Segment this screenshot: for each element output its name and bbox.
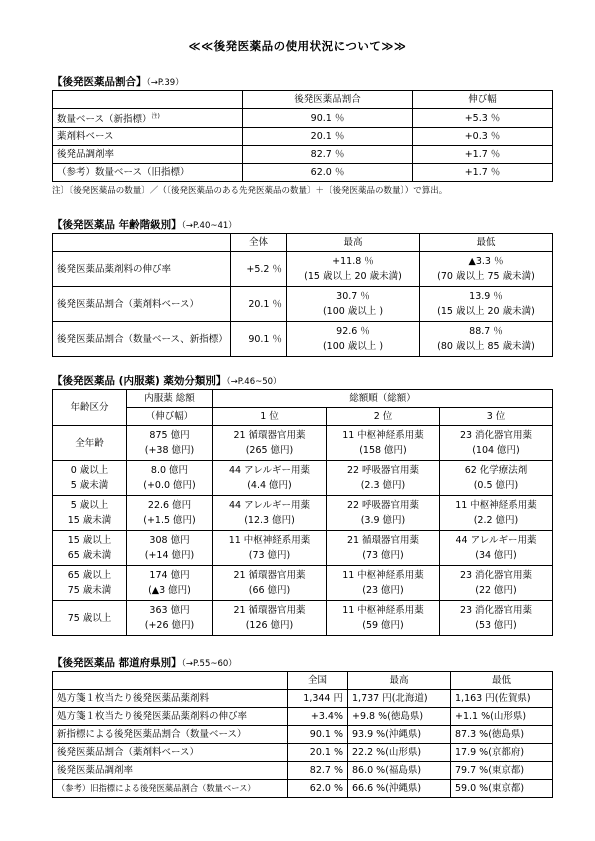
header-blank (53, 234, 231, 252)
age-cell: 全年齢 (53, 426, 127, 461)
max-cell: 86.0 %(福島県) (348, 762, 451, 780)
max-cell: 93.9 %(沖縄県) (348, 726, 451, 744)
table-row (53, 322, 553, 357)
page-title: ≪≪後発医薬品の使用状況について≫≫ (188, 39, 407, 53)
row-label: 処方箋１枚当たり後発医薬品薬剤料 (53, 690, 288, 708)
max-cell: 1,737 円(北海道) (348, 690, 451, 708)
rank1-cell: 21 循環器官用薬 (126 億円) (213, 601, 327, 636)
row-label: 後発医薬品割合（数量ベース、新指標） (53, 322, 231, 357)
rank1-cell: 21 循環器官用薬 (66 億円) (213, 566, 327, 601)
section-prefecture (52, 656, 552, 798)
rank1-cell: 21 循環器官用薬 (265 億円) (213, 426, 327, 461)
row-label: 数量ベース（新指標）$^{注)}$ (53, 109, 243, 128)
delta-cell: +1.7 ％ (413, 164, 553, 182)
overall-cell: +5.2 ％ (231, 252, 287, 287)
min-cell: 1,163 円(佐賀県) (451, 690, 553, 708)
national-cell: +3.4% (288, 708, 348, 726)
header-cell: 伸び幅 (413, 91, 553, 109)
rank1-cell: 11 中枢神経系用薬 (73 億円) (213, 531, 327, 566)
table-row (53, 690, 553, 708)
rank2-cell: 21 循環器官用薬 (73 億円) (327, 531, 440, 566)
table-row (53, 601, 553, 636)
max-cell: 92.6 ％ (100 歳以上 ) (287, 322, 420, 357)
row-label: （参考）旧指標による後発医薬品割合（数量ベース） (53, 780, 288, 798)
rank3-cell: 23 消化器官用薬 (53 億円) (440, 601, 553, 636)
max-cell: +9.8 %(徳島県) (348, 708, 451, 726)
table-header-row (53, 390, 553, 408)
delta-cell: +1.7 ％ (413, 146, 553, 164)
age-cell: 65 歳以上 75 歳未満 (53, 566, 127, 601)
section-heading (52, 374, 552, 389)
table-row (53, 566, 553, 601)
header-rank-2: 2 位 (327, 408, 440, 426)
rank2-cell: 11 中枢神経系用薬 (158 億円) (327, 426, 440, 461)
header-rank: 総額順（総額） (213, 390, 553, 408)
table-row (53, 426, 553, 461)
section-heading-text: 【後発医薬品 都道府県別】 (52, 657, 182, 669)
row-label: 後発医薬品割合（薬剤料ベース） (53, 287, 231, 322)
header-total: 内服薬 総額 (127, 390, 213, 408)
table-row (53, 109, 553, 128)
section-heading-text: 【後発医薬品 年齢階級別】 (52, 219, 182, 231)
max-cell: 22.2 %(山形県) (348, 744, 451, 762)
row-label: 後発医薬品調剤率 (53, 762, 288, 780)
table-header-row (53, 672, 553, 690)
min-cell: 79.7 %(東京都) (451, 762, 553, 780)
row-label: 後発医薬品薬剤料の伸び率 (53, 252, 231, 287)
row-label: 後発品調剤率 (53, 146, 243, 164)
table-row (53, 496, 553, 531)
page-reference: （→P.39） (146, 78, 184, 88)
max-cell: +11.8 ％ (15 歳以上 20 歳未満) (287, 252, 420, 287)
rank3-cell: 23 消化器官用薬 (22 億円) (440, 566, 553, 601)
total-cell: 174 億円 (▲3 億円) (127, 566, 213, 601)
rank3-cell: 23 消化器官用薬 (104 億円) (440, 426, 553, 461)
table-header-row (53, 234, 553, 252)
header-total-sub: （伸び幅） (127, 408, 213, 426)
row-label: （参考）数量ベース（旧指標） (53, 164, 243, 182)
min-cell: 87.3 %(徳島県) (451, 726, 553, 744)
table-row (53, 287, 553, 322)
total-cell: 363 億円 (+26 億円) (127, 601, 213, 636)
section-heading-text: 【後発医薬品 (内服薬) 薬効分類別】 (52, 375, 227, 387)
table-row (53, 146, 553, 164)
rank2-cell: 22 呼吸器官用薬 (2.3 億円) (327, 461, 440, 496)
table-row (53, 128, 553, 146)
min-cell: 13.9 ％ (15 歳以上 20 歳未満) (420, 287, 553, 322)
header-rank-3: 3 位 (440, 408, 553, 426)
age-cell: 0 歳以上 5 歳未満 (53, 461, 127, 496)
section-heading (52, 75, 552, 90)
section-therapeutic-class (52, 374, 552, 636)
value-cell: 90.1 ％ (243, 109, 413, 128)
header-age: 年齢区分 (53, 390, 127, 426)
row-label: 新指標による後発医薬品割合（数量ベース） (53, 726, 288, 744)
table-row (53, 461, 553, 496)
value-cell: 20.1 ％ (243, 128, 413, 146)
generic-ratio-table (52, 90, 553, 182)
national-cell: 62.0 % (288, 780, 348, 798)
table-row (53, 252, 553, 287)
value-cell: 62.0 ％ (243, 164, 413, 182)
footnote-mark: 注) (151, 113, 160, 120)
age-cell: 75 歳以上 (53, 601, 127, 636)
national-cell: 20.1 % (288, 744, 348, 762)
section-heading-text: 【後発医薬品割合】 (52, 76, 147, 88)
national-cell: 90.1 % (288, 726, 348, 744)
rank1-cell: 44 アレルギー用薬 (4.4 億円) (213, 461, 327, 496)
footnote: 注〕〔後発医薬品の数量〕／（〔後発医薬品のある先発医薬品の数量〕＋〔後発医薬品の数量〕）で算出。 (52, 186, 448, 197)
rank2-cell: 11 中枢神経系用薬 (23 億円) (327, 566, 440, 601)
delta-cell: +5.3 ％ (413, 109, 553, 128)
section-heading (52, 218, 552, 233)
national-cell: 82.7 % (288, 762, 348, 780)
section-age-group (52, 218, 552, 357)
table-header-row (53, 408, 553, 426)
rank3-cell: 62 化学療法剤 (0.5 億円) (440, 461, 553, 496)
rank3-cell: 11 中枢神経系用薬 (2.2 億円) (440, 496, 553, 531)
section-generic-ratio (52, 75, 552, 198)
table-header-row (53, 91, 553, 109)
header-blank (53, 91, 243, 109)
header-cell: 最高 (287, 234, 420, 252)
overall-cell: 20.1 ％ (231, 287, 287, 322)
header-cell: 最低 (420, 234, 553, 252)
value-cell: 82.7 ％ (243, 146, 413, 164)
total-cell: 8.0 億円 (+0.0 億円) (127, 461, 213, 496)
header-cell: 最高 (348, 672, 451, 690)
min-cell: 17.9 %(京都府) (451, 744, 553, 762)
delta-cell: +0.3 ％ (413, 128, 553, 146)
max-cell: 30.7 ％ (100 歳以上 ) (287, 287, 420, 322)
min-cell: 59.0 %(東京都) (451, 780, 553, 798)
age-group-table (52, 233, 553, 357)
age-cell: 15 歳以上 65 歳未満 (53, 531, 127, 566)
table-row (53, 762, 553, 780)
header-cell: 全国 (288, 672, 348, 690)
section-heading (52, 656, 552, 671)
page-reference: （→P.40~41） (181, 221, 237, 231)
table-row (53, 531, 553, 566)
page-reference: （→P.46~50） (226, 377, 282, 387)
table-row (53, 744, 553, 762)
table-row (53, 708, 553, 726)
total-cell: 875 億円 (+38 億円) (127, 426, 213, 461)
table-row (53, 164, 553, 182)
min-cell: +1.1 %(山形県) (451, 708, 553, 726)
total-cell: 308 億円 (+14 億円) (127, 531, 213, 566)
min-cell: 88.7 ％ (80 歳以上 85 歳未満) (420, 322, 553, 357)
rank2-cell: 11 中枢神経系用薬 (59 億円) (327, 601, 440, 636)
max-cell: 66.6 %(沖縄県) (348, 780, 451, 798)
page-reference: （→P.55~60） (181, 659, 237, 669)
rank2-cell: 22 呼吸器官用薬 (3.9 億円) (327, 496, 440, 531)
header-cell: 最低 (451, 672, 553, 690)
therapeutic-class-table (52, 389, 553, 636)
header-cell: 後発医薬品割合 (243, 91, 413, 109)
row-label: 薬剤料ベース (53, 128, 243, 146)
table-row (53, 780, 553, 798)
min-cell: ▲3.3 ％ (70 歳以上 75 歳未満) (420, 252, 553, 287)
total-cell: 22.6 億円 (+1.5 億円) (127, 496, 213, 531)
row-label: 処方箋１枚当たり後発医薬品薬剤料の伸び率 (53, 708, 288, 726)
table-row (53, 726, 553, 744)
header-rank-1: 1 位 (213, 408, 327, 426)
prefecture-table (52, 671, 553, 798)
age-cell: 5 歳以上 15 歳未満 (53, 496, 127, 531)
header-cell: 全体 (231, 234, 287, 252)
overall-cell: 90.1 ％ (231, 322, 287, 357)
national-cell: 1,344 円 (288, 690, 348, 708)
row-label: 後発医薬品割合（薬剤料ベース） (53, 744, 288, 762)
rank3-cell: 44 アレルギー用薬 (34 億円) (440, 531, 553, 566)
rank1-cell: 44 アレルギー用薬 (12.3 億円) (213, 496, 327, 531)
header-blank (53, 672, 288, 690)
